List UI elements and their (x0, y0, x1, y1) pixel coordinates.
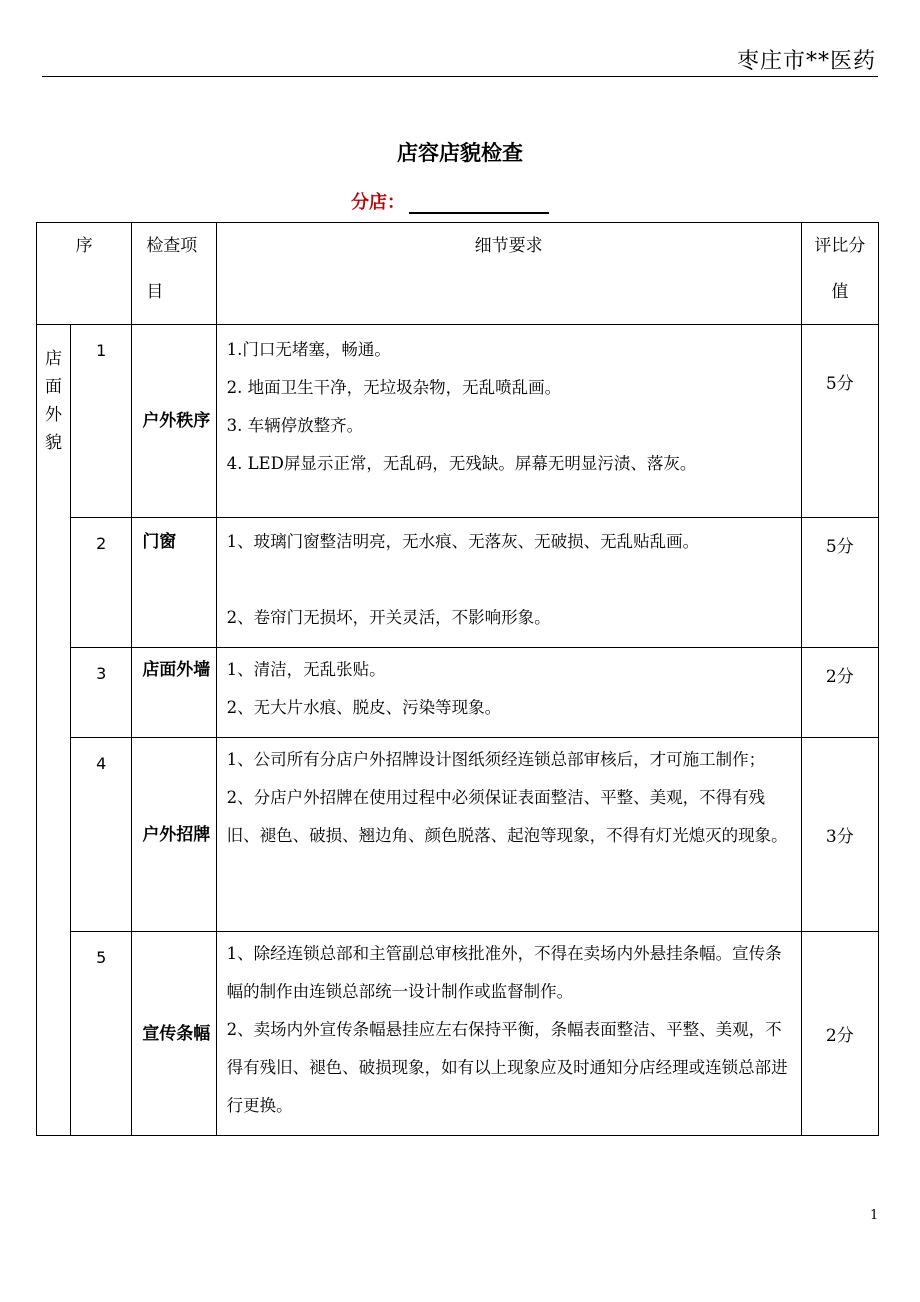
header-company: 枣庄市**医药 (736, 49, 876, 74)
row-item: 宣传条幅 (132, 932, 216, 1136)
row-num: 3 (71, 648, 132, 738)
inspection-table (36, 222, 879, 1136)
detail-line: 1、公司所有分店户外招牌设计图纸须经连锁总部审核后，才可施工制作； (226, 750, 766, 769)
row-item: 门窗 (132, 518, 216, 648)
row-item: 户外招牌 (132, 738, 216, 932)
row-num: 2 (71, 518, 132, 648)
table-header-row (37, 223, 879, 325)
table-row (37, 932, 879, 1136)
row-score: 5分 (801, 325, 878, 518)
row-details (216, 325, 801, 518)
category-cell (37, 325, 71, 1136)
row-score: 3分 (801, 738, 878, 932)
row-item: 户外秩序 (132, 325, 216, 518)
row-score: 2分 (801, 648, 878, 738)
detail-line: 2、分店户外招牌在使用过程中必须保证表面整洁、平整、美观，不得有残旧、褪色、破损、翘边角、颜色脱落、起泡等现象，不得有灯光熄灭的现象。 (226, 788, 788, 845)
category-label: 店面外貌 (45, 349, 63, 453)
detail-line: 2、无大片水痕、脱皮、污染等现象。 (226, 698, 502, 717)
header-item: 检查项目 (132, 223, 216, 325)
page-number: 1 (870, 1208, 879, 1223)
row-num: 1 (71, 325, 132, 518)
table-row (37, 518, 879, 648)
row-num: 4 (71, 738, 132, 932)
detail-line: 2、卷帘门无损坏，开关灵活，不影响形象。 (226, 608, 551, 627)
branch-label: 分店： (351, 192, 405, 213)
header-detail: 细节要求 (216, 223, 801, 325)
row-score: 2分 (801, 932, 878, 1136)
row-item: 店面外墙 (132, 648, 216, 738)
table-row (37, 325, 879, 518)
table-row (37, 738, 879, 932)
row-details (216, 932, 801, 1136)
header-divider (42, 76, 878, 77)
detail-line: 2. 地面卫生干净，无垃圾杂物，无乱喷乱画。 (226, 378, 562, 397)
branch-blank-line (409, 192, 549, 214)
detail-line: 4. LED屏显示正常，无乱码，无残缺。屏幕无明显污渍、落灰。 (226, 454, 697, 473)
header-score: 评比分值 (801, 223, 878, 325)
detail-line: 1.门口无堵塞，畅通。 (226, 340, 391, 359)
row-details (216, 518, 801, 648)
row-num: 5 (71, 932, 132, 1136)
detail-line: 1、清洁，无乱张贴。 (226, 660, 386, 679)
header-seq: 序 (37, 223, 132, 325)
detail-line: 2、卖场内外宣传条幅悬挂应左右保持平衡，条幅表面整洁、平整、美观，不得有残旧、褪色、破损现象，如有以上现象应及时通知分店经理或连锁总部进行更换。 (226, 1020, 788, 1115)
page-title: 店容店貌检查 (397, 141, 523, 165)
detail-line: 3. 车辆停放整齐。 (226, 416, 364, 435)
table-row (37, 648, 879, 738)
row-details (216, 738, 801, 932)
detail-line: 1、玻璃门窗整洁明亮，无水痕、无落灰、无破损、无乱贴乱画。 (226, 532, 700, 551)
detail-line: 1、除经连锁总部和主管副总审核批准外，不得在卖场内外悬挂条幅。宣传条幅的制作由连锁总部统一设计制作或监督制作。 (226, 944, 782, 1001)
row-details (216, 648, 801, 738)
branch-field (351, 188, 549, 214)
row-score: 5分 (801, 518, 878, 648)
